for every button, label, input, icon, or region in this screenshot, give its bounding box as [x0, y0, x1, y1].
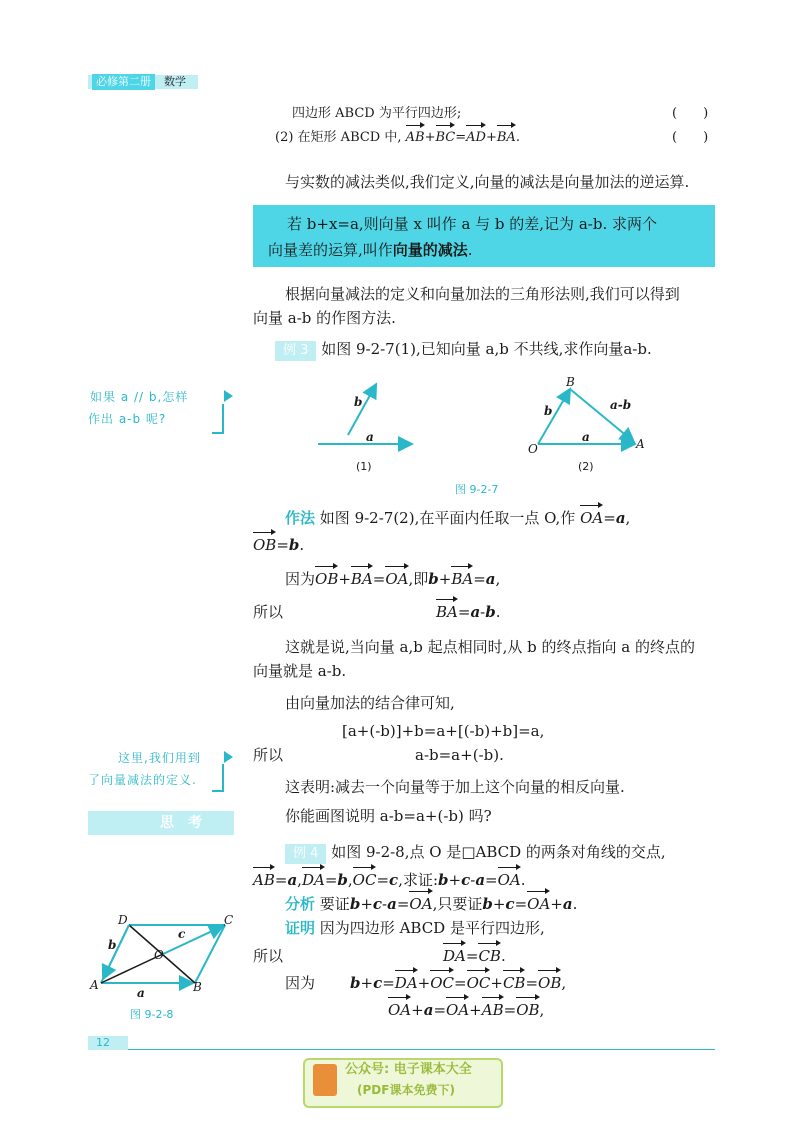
fig928-label-a: a: [137, 986, 145, 1000]
proof-eq-2: b+c=DA+OC=OC+CB=OB,: [350, 974, 567, 992]
side-note-1-arrow-icon: [224, 390, 233, 402]
fig928-point-D: D: [118, 913, 128, 927]
side-note-2-bracket: [212, 764, 224, 792]
fig1-vector-b: [348, 382, 376, 436]
assoc-eq-1: [a+(-b)]+b=a+[(-b)+b]=a,: [342, 722, 545, 740]
side-note-1-line-1: 如果 a // b,怎样: [90, 390, 189, 404]
analysis-line: 分析 要证b+c-a=OA,只要证b+c=OA+a.: [285, 895, 578, 913]
conclusion-line-1: 这就是说,当向量 a,b 起点相同时,从 b 的终点指向 a 的终点的: [285, 638, 696, 656]
figure-9-2-7: [300, 365, 660, 500]
example3: 例 3 如图 9-2-7(1),已知向量 a,b 不共线,求作向量a-b.: [275, 339, 652, 361]
fig928-point-A: A: [90, 978, 99, 992]
assoc-eq-2: a-b=a+(-b).: [415, 746, 504, 764]
figure-9-2-8: [85, 905, 245, 1005]
fig928-vector-c: [163, 926, 223, 954]
fig2-sublabel: (2): [578, 460, 594, 473]
definition-line-2: 向量差的运算,叫作向量的减法.: [268, 241, 473, 259]
side-note-2-arrow-icon: [224, 751, 233, 763]
solution-so-eq: BA=a-b.: [436, 603, 501, 621]
conclusion-line-2: 向量就是 a-b.: [253, 662, 347, 680]
proof-eq-3: OA+a=OA+AB=OB,: [388, 1001, 545, 1019]
proof-tag: 证明: [285, 919, 316, 937]
side-note-2-line-1: 这里,我们用到: [118, 751, 201, 765]
figure-9-2-7-caption: 图 9-2-7: [455, 483, 499, 496]
watermark-line-2: (PDF课本免费下): [357, 1083, 455, 1097]
exercise-paren-1: ( ): [672, 106, 709, 121]
fig2-point-A: A: [636, 437, 645, 451]
solution-line-2: OB=b.: [253, 536, 305, 554]
proof-so: 所以: [253, 947, 284, 965]
definition-line-1: 若 b+x=a,则向量 x 叫作 a 与 b 的差,记为 a-b. 求两个: [287, 215, 657, 233]
solution-line-1: 作法 如图 9-2-7(2),在平面内任取一点 O,作 OA=a,: [285, 509, 631, 527]
side-note-1-line-2: 作出 a-b 呢?: [88, 412, 167, 426]
proof-because: 因为: [285, 974, 316, 992]
fig928-point-C: C: [224, 913, 234, 927]
fig2-label-amb: a-b: [610, 398, 632, 412]
exercise-line-1: 四边形 ABCD 为平行四边形;: [292, 106, 462, 121]
fig928-side-CB: [195, 925, 225, 983]
fig2-vector-amb: [570, 389, 634, 442]
side-note-2-line-2: 了向量减法的定义.: [88, 773, 197, 787]
exercise-paren-2: ( ): [672, 130, 709, 145]
page-number: 12: [88, 1036, 128, 1050]
fig928-point-B: B: [193, 980, 202, 994]
assoc-so: 所以: [253, 746, 284, 764]
fig2-vector-b: [538, 389, 570, 444]
think-label: 思 考: [160, 815, 202, 831]
shows-paragraph: 这表明:减去一个向量等于加上这个向量的相反向量.: [285, 778, 625, 796]
proof-line-1: 证明 因为四边形 ABCD 是平行四边形,: [285, 919, 545, 937]
watermark-line-1: 公众号: 电子课本大全: [345, 1062, 472, 1077]
proof-eq-1: DA=CB.: [443, 947, 506, 965]
footer-line: [88, 1049, 715, 1050]
solution-because: 因为OB+BA=OA,即b+BA=a,: [285, 570, 501, 588]
fig1-label-b: b: [354, 395, 363, 409]
question-paragraph: 你能画图说明 a-b=a+(-b) 吗?: [285, 807, 492, 825]
book-label: 必修第二册: [92, 74, 155, 90]
side-note-1-bracket: [212, 404, 224, 434]
solution-so-label: 所以: [253, 603, 284, 621]
intro-paragraph: 与实数的减法类似,我们定义,向量的减法是向量加法的逆运算.: [285, 173, 690, 191]
analysis-tag: 分析: [285, 895, 316, 913]
fig2-point-O: O: [528, 442, 538, 456]
example4-tag: 例 4: [285, 844, 326, 864]
fig928-label-c: c: [178, 927, 186, 941]
exercise-line-2: (2) 在矩形 ABCD 中, AB+BC=AD+BA.: [275, 128, 520, 148]
fig1-label-a: a: [366, 430, 374, 444]
fig1-sublabel: (1): [356, 460, 372, 473]
subject-label: 数学: [164, 75, 186, 88]
fig928-label-b: b: [108, 938, 117, 952]
figure-9-2-8-caption: 图 9-2-8: [130, 1008, 174, 1021]
example4-line-1: 例 4 如图 9-2-8,点 O 是□ABCD 的两条对角线的交点,: [285, 842, 666, 864]
fig2-label-b: b: [544, 404, 553, 418]
example4-line-2: AB=a,DA=b,OC=c,求证:b+c-a=OA.: [253, 871, 526, 889]
definition-term: 向量的减法: [392, 241, 468, 259]
fig928-point-O: O: [154, 948, 164, 962]
fig2-point-B: B: [566, 375, 575, 389]
assoc-line-1: 由向量加法的结合律可知,: [285, 694, 455, 712]
watermark-logo: [313, 1064, 337, 1096]
method-line-1: 根据向量减法的定义和向量加法的三角形法则,我们可以得到: [285, 285, 680, 303]
example3-tag: 例 3: [275, 341, 316, 361]
method-line-2: 向量 a-b 的作图方法.: [253, 309, 396, 327]
solution-tag: 作法: [285, 509, 316, 527]
fig2-label-a: a: [582, 430, 590, 444]
